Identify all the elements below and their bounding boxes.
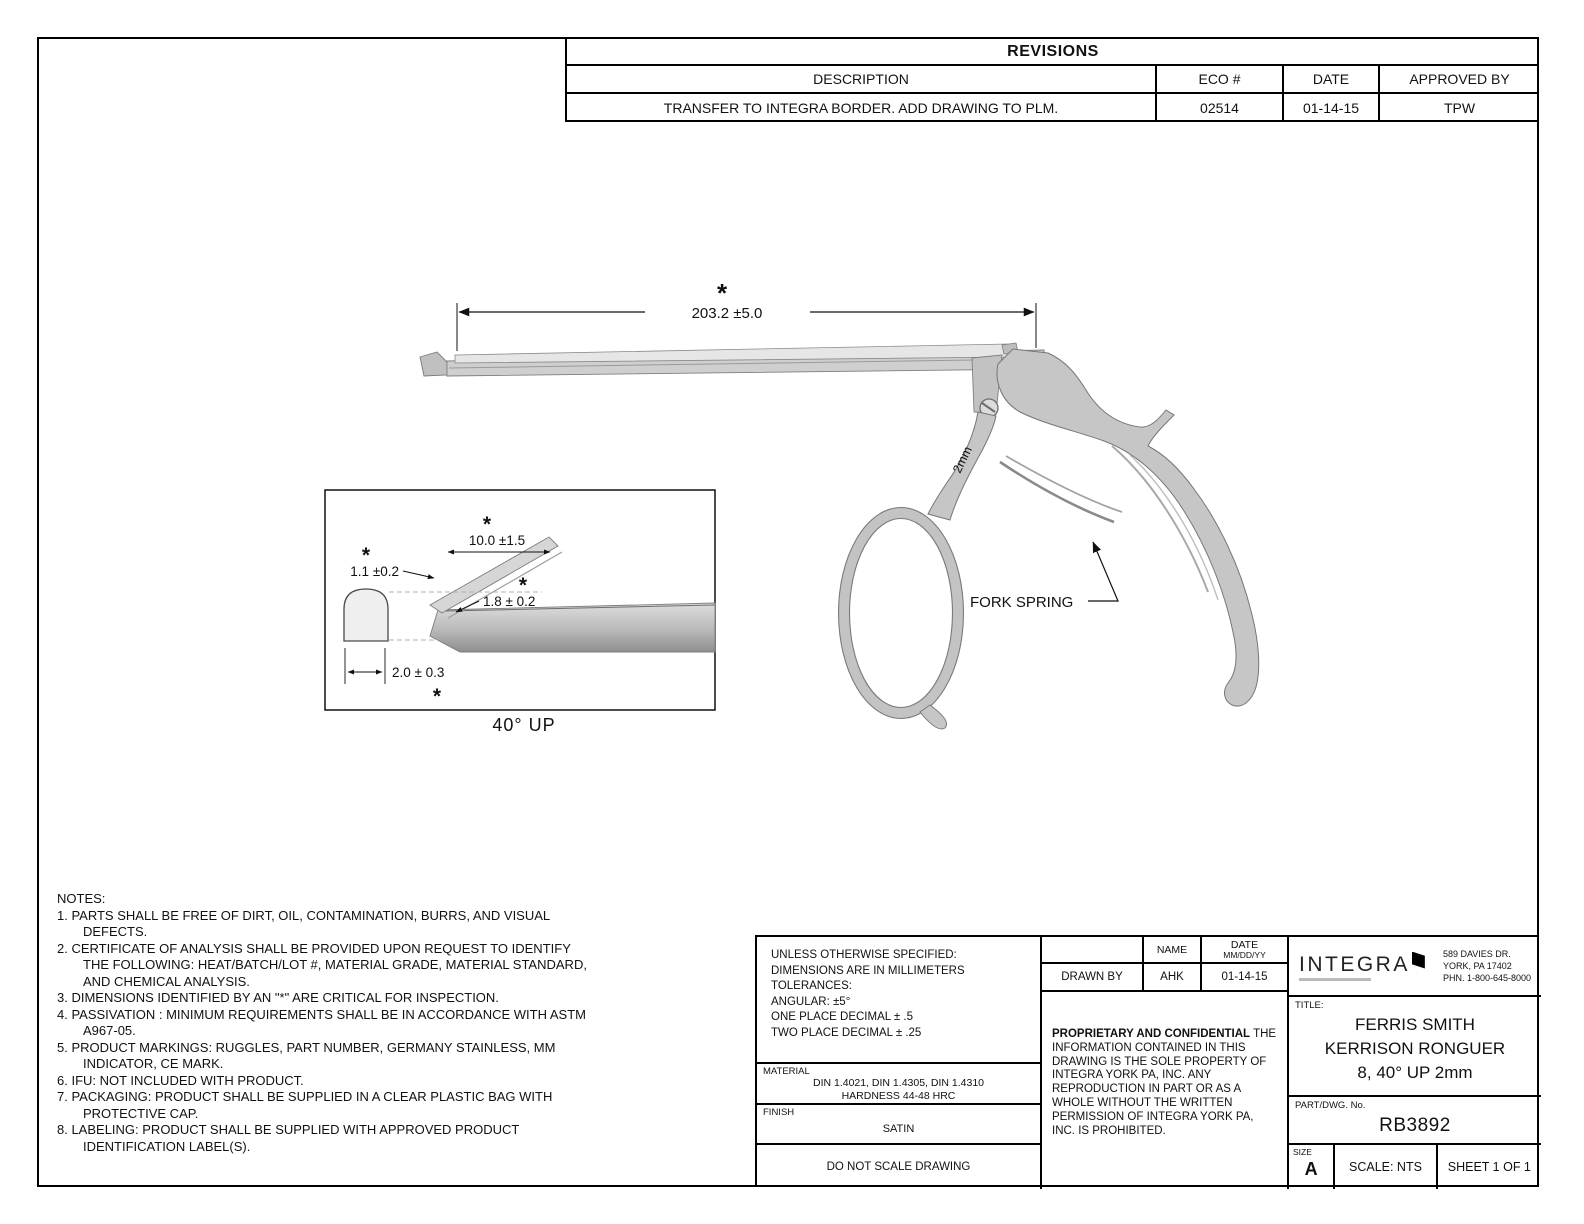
revision-approved: TPW: [1443, 100, 1476, 116]
title-cell: [1287, 997, 1541, 1097]
note-item: 1. PARTS SHALL BE FREE OF DIRT, OIL, CONTAMINATION, BURRS, AND VISUAL DEFECTS.: [57, 907, 550, 939]
note-item: 6. IFU: NOT INCLUDED WITH PRODUCT.: [57, 1072, 304, 1088]
revision-date: 01-14-15: [1284, 94, 1380, 122]
overall-dimension: [457, 278, 1036, 351]
tolerance-line: DIMENSIONS ARE IN MILLIMETERS: [771, 964, 965, 977]
fork-spring-callout: [970, 542, 1118, 611]
note-item: 3. DIMENSIONS IDENTIFIED BY AN "*" ARE CRITICAL FOR INSPECTION.: [57, 990, 499, 1005]
note-item: 5. PRODUCT MARKINGS: RUGGLES, PART NUMBER, GERMANY STAINLESS, MM INDICATOR, CE MARK.: [57, 1039, 556, 1071]
integra-flag-icon: [1412, 952, 1425, 969]
proprietary-heading: PROPRIETARY AND CONFIDENTIAL: [1052, 1028, 1251, 1040]
finish-label: FINISH: [763, 1107, 795, 1118]
notes-title: NOTES:: [57, 891, 106, 906]
drawn-by-name: AHK: [1142, 964, 1202, 990]
size-cell: [1289, 1145, 1335, 1189]
revisions-col-date: DATE: [1284, 66, 1380, 94]
title-label: TITLE:: [1295, 1000, 1324, 1011]
proprietary-cell: [1042, 992, 1287, 1189]
critical-asterisk: *: [518, 574, 528, 597]
part-number-value: RB3892: [1379, 1115, 1451, 1136]
signoff-empty-header: [1042, 937, 1142, 964]
drawing-title-line: 8, 40° UP 2mm: [1357, 1063, 1473, 1082]
drawn-by-date: 01-14-15: [1221, 971, 1268, 983]
overall-length-text: 203.2 ±5.0: [691, 305, 763, 322]
jaw-thickness-dim: 1.8 ± 0.2: [483, 594, 536, 609]
detail-view-label: 40° UP: [492, 715, 556, 735]
signoff-name-header: NAME: [1142, 937, 1202, 964]
company-logo: [1299, 952, 1425, 981]
revisions-title: REVISIONS: [567, 39, 1539, 66]
revisions-header-row: [567, 66, 1539, 94]
note-item: 4. PASSIVATION : MINIMUM REQUIREMENTS SHALL BE IN ACCORDANCE WITH ASTM A967-05.: [57, 1006, 586, 1038]
material-value: DIN 1.4021, DIN 1.4305, DIN 1.4310: [812, 1077, 984, 1089]
critical-asterisk: *: [716, 278, 728, 308]
note-item: 8. LABELING: PRODUCT SHALL BE SUPPLIED WITH APPROVED PRODUCT IDENTIFICATION LABEL(S).: [57, 1122, 520, 1154]
critical-asterisk: *: [432, 685, 442, 708]
revision-eco: 02514: [1157, 94, 1284, 122]
finish-cell: [757, 1105, 1042, 1145]
instrument-tip: [420, 352, 447, 376]
jaw-opening-dim: 10.0 ±1.5: [468, 533, 526, 548]
instrument-fixed-handle: [997, 349, 1259, 706]
part-number-cell: [1287, 1097, 1541, 1145]
part-number-label: PART/DWG. No.: [1295, 1100, 1366, 1111]
company-cell: [1287, 937, 1541, 997]
fork-spring: [1000, 456, 1122, 522]
finish-value: SATIN: [882, 1123, 915, 1135]
address-line: PHN. 1-800-645-8000: [1442, 973, 1531, 983]
do-not-scale-cell: DO NOT SCALE DRAWING: [757, 1145, 1042, 1189]
scale-cell: SCALE: NTS: [1335, 1145, 1437, 1189]
critical-asterisk: *: [482, 513, 492, 536]
proprietary-body: THE INFORMATION CONTAINED IN THIS DRAWING IS THE SOLE PROPERTY OF INTEGRA YORK PA, INC. ANY REPRODUCTION IN PART OR AS A WHOLE WITHOUT THE WRITTEN PERMISSION OF INTEGRA YORK PA, INC. IS PROHIBITED.: [1052, 1028, 1277, 1137]
signoff-date-format: MM/DD/YY: [1223, 949, 1266, 960]
bite-width-dim: 2.0 ± 0.3: [392, 665, 445, 680]
detail-view: [325, 490, 715, 735]
company-address: [1443, 948, 1531, 984]
tolerance-line: ANGULAR: ±5°: [771, 995, 851, 1008]
tolerance-line: ONE PLACE DECIMAL ± .5: [771, 1011, 914, 1023]
sheet-cell: SHEET 1 OF 1: [1447, 1160, 1531, 1174]
shaft-size-marking: 2mm: [950, 444, 975, 476]
revision-row: [567, 94, 1539, 122]
size-label: SIZE: [1293, 1147, 1312, 1157]
tolerance-line: TOLERANCES:: [771, 980, 852, 992]
drawn-by-label: DRAWN BY: [1061, 971, 1123, 983]
revision-description: TRANSFER TO INTEGRA BORDER. ADD DRAWING TO PLM.: [567, 94, 1157, 122]
note-item: 7. PACKAGING: PRODUCT SHALL BE SUPPLIED IN A CLEAR PLASTIC BAG WITH PROTECTIVE CAP.: [57, 1089, 553, 1121]
tip-height-dim: 1.1 ±0.2: [350, 564, 399, 579]
critical-asterisk: *: [361, 544, 371, 567]
material-label: MATERIAL: [763, 1066, 810, 1077]
revisions-table: [565, 37, 1539, 122]
size-scale-sheet-row: [1287, 1145, 1541, 1189]
material-cell: [757, 1064, 1042, 1105]
logo-tagline-bar: [1299, 978, 1371, 981]
size-value: A: [1304, 1159, 1318, 1179]
address-line: 589 DAVIES DR.: [1442, 949, 1511, 959]
signoff-date-header: [1202, 937, 1287, 964]
address-line: YORK, PA 17402: [1442, 961, 1512, 971]
drawing-title-line: KERRISON RONGUER: [1324, 1039, 1506, 1058]
tolerance-line: UNLESS OTHERWISE SPECIFIED:: [771, 949, 957, 961]
revisions-col-eco: ECO #: [1157, 66, 1284, 94]
revisions-col-approved: APPROVED BY: [1380, 66, 1539, 94]
drawing-title-line: FERRIS SMITH: [1355, 1015, 1475, 1034]
material-hardness: HARDNESS 44-48 HRC: [841, 1090, 956, 1102]
tolerances-cell: [757, 937, 1042, 1064]
signoff-table: [1042, 937, 1287, 992]
title-block: [755, 935, 1539, 1187]
finger-loop: [839, 508, 964, 729]
tolerance-line: TWO PLACE DECIMAL ± .25: [771, 1026, 922, 1039]
fork-spring-label: FORK SPRING: [970, 594, 1074, 611]
revisions-col-description: DESCRIPTION: [567, 66, 1157, 94]
notes-block: [57, 891, 587, 1155]
company-name: INTEGRA: [1299, 952, 1410, 976]
signoff-date-word: DATE: [1230, 938, 1259, 951]
note-item: 2. CERTIFICATE OF ANALYSIS SHALL BE PROVIDED UPON REQUEST TO IDENTIFY THE FOLLOWING: HEAT/BATCH/LOT #, MATERIAL GRADE, MATERIAL STANDARD, AND CHEMICAL ANALYSIS.: [57, 940, 587, 989]
